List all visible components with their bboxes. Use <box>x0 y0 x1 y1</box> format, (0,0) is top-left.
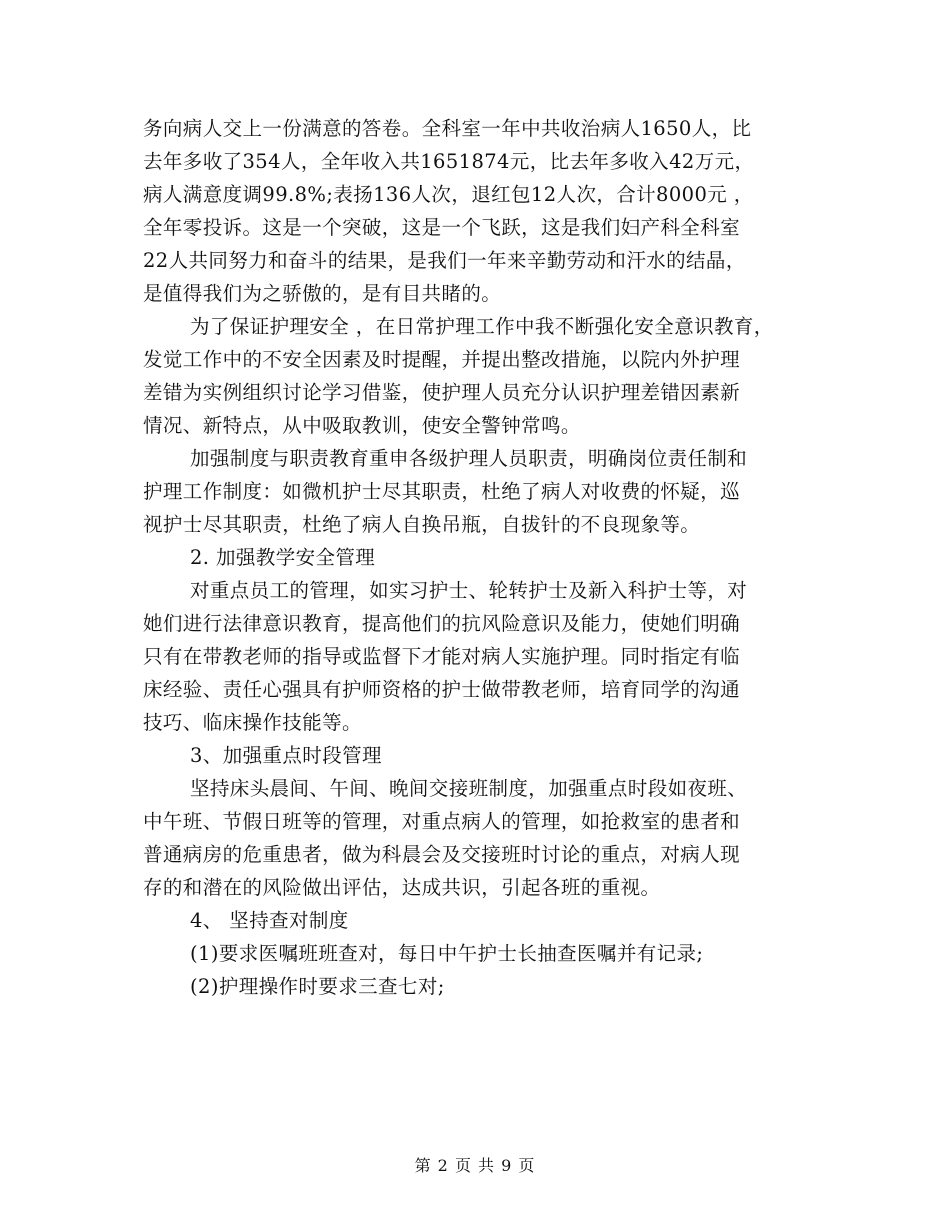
text-line: 普通病房的危重患者，做为科晨会及交接班时讨论的重点，对病人现 <box>143 843 741 866</box>
text-line: 去年多收了354人，全年收入共1651874元，比去年多收入42万元， <box>143 150 755 173</box>
text-line: 差错为实例组织讨论学习借鉴，使护理人员充分认识护理差错因素新 <box>143 381 741 404</box>
paragraph <box>143 442 803 541</box>
paragraph <box>143 112 803 310</box>
text-line: 情况、新特点，从中吸取教训，使安全警钟常鸣。 <box>143 414 581 437</box>
paragraph <box>143 937 803 970</box>
text-line: 务向病人交上一份满意的答卷。全科室一年中共收治病人1650人，比 <box>143 117 752 140</box>
text-line: 技巧、临床操作技能等。 <box>143 711 362 734</box>
page-footer: 第 2 页 共 9 页 <box>414 1156 536 1175</box>
paragraph <box>143 574 803 739</box>
text-line: 加强制度与职责教育重申各级护理人员职责，明确岗位责任制和 <box>190 447 748 470</box>
text-line: 存的和潜在的风险做出评估，达成共识，引起各班的重视。 <box>143 876 661 899</box>
text-line: 发觉工作中的不安全因素及时提醒，并提出整改措施，以院内外护理 <box>143 348 741 371</box>
text-line: 她们进行法律意识教育，提高他们的抗风险意识及能力，使她们明确 <box>143 612 741 635</box>
paragraph <box>143 310 803 442</box>
text-line: 护理工作制度：如微机护士尽其职责，杜绝了病人对收费的怀疑，巡 <box>143 480 741 503</box>
paragraph <box>143 772 803 904</box>
text-line: 全年零投诉。这是一个突破，这是一个飞跃，这是我们妇产科全科室 <box>143 216 741 239</box>
paragraph <box>143 904 803 937</box>
text-line: 只有在带教老师的指导或监督下才能对病人实施护理。同时指定有临 <box>143 645 741 668</box>
text-line: 中午班、节假日班等的管理，对重点病人的管理，如抢救室的患者和 <box>143 810 741 833</box>
text-line: 22人共同努力和奋斗的结果，是我们一年来辛勤劳动和汗水的结晶， <box>143 249 746 272</box>
text-line: 为了保证护理安全 ，在日常护理工作中我不断强化安全意识教育， <box>190 315 774 338</box>
text-line: 2. 加强教学安全管理 <box>190 546 376 569</box>
text-line: 视护士尽其职责，杜绝了病人自换吊瓶，自拔针的不良现象等。 <box>143 513 701 536</box>
text-line: 床经验、责任心强具有护师资格的护士做带教老师，培育同学的沟通 <box>143 678 741 701</box>
text-line: 病人满意度调99.8%;表扬136人次，退红包12人次，合计8000元 ， <box>143 183 754 206</box>
text-line: 对重点员工的管理，如实习护士、轮转护士及新入科护士等，对 <box>190 579 748 602</box>
text-line: (2)护理操作时要求三查七对; <box>190 975 445 998</box>
paragraph <box>143 970 803 1003</box>
text-line: 坚持床头晨间、午间、晚间交接班制度，加强重点时段如夜班、 <box>190 777 748 800</box>
text-line: (1)要求医嘱班班查对，每日中午护士长抽查医嘱并有记录; <box>190 942 704 965</box>
text-line: 3、加强重点时段管理 <box>190 744 382 767</box>
document-body <box>143 112 803 1003</box>
text-line: 是值得我们为之骄傲的，是有目共睹的。 <box>143 282 502 305</box>
text-line: 4、 坚持查对制度 <box>190 909 349 932</box>
paragraph <box>143 541 803 574</box>
paragraph <box>143 739 803 772</box>
